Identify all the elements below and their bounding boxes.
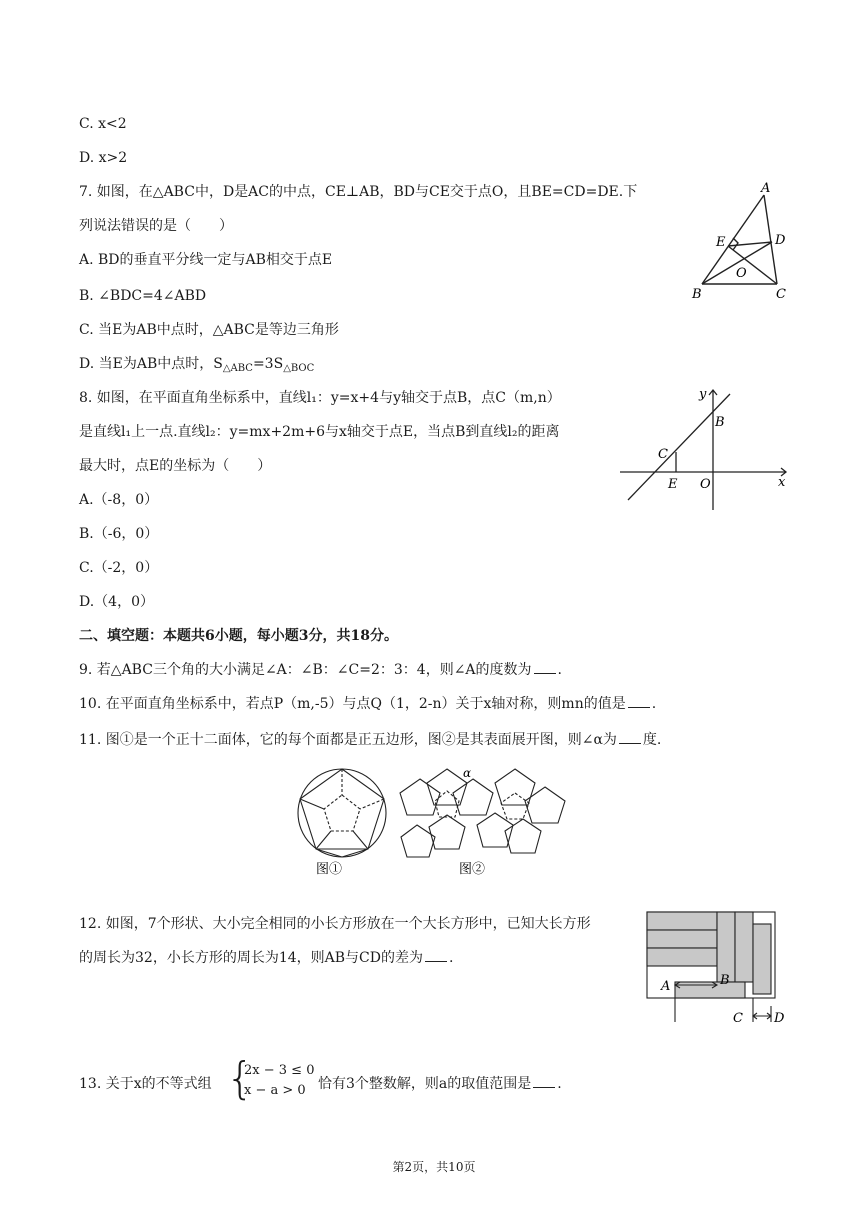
q13-inequality-system	[226, 1053, 316, 1105]
q13-suffix	[318, 1074, 562, 1094]
q6-option-c: C. x<2	[79, 116, 127, 132]
q7-label-c: C	[776, 287, 786, 302]
q10-answer-blank[interactable]	[628, 695, 650, 708]
q9-line	[79, 660, 562, 680]
q10-end: .	[651, 696, 657, 712]
q7-stem-line1: 7. 如图，在△ABC中，D是AC的中点，CE⊥AB，BD与CE交于点O，且BE=CD=DE.下	[79, 184, 638, 200]
q12-label-c: C	[733, 1011, 743, 1026]
q6-option-d: D. x>2	[79, 150, 128, 166]
q13-brace: {	[226, 1053, 254, 1104]
q11-caption-fig1: 图①	[316, 862, 343, 877]
q7-label-b: B	[692, 287, 702, 302]
q8-stem-line2: 是直线l₁上一点.直线l₂：y=mx+2m+6与x轴交于点E，当点B到直线l₂的距离	[79, 424, 560, 440]
q7-option-d-sub1: △ABC	[222, 363, 253, 374]
q7-label-d: D	[775, 233, 786, 248]
q13-inequality-2: x − a > 0	[244, 1083, 306, 1098]
q11-dodecahedron-figure	[290, 765, 395, 875]
q12-stem-line2	[79, 948, 453, 968]
q7-label-e: E	[716, 235, 726, 250]
q13-end: .	[557, 1076, 562, 1092]
q13-inequality-1: 2x − 3 ≤ 0	[244, 1063, 315, 1078]
q7-stem-line2: 列说法错误的是（ ）	[79, 218, 233, 234]
q8-label-x: x	[778, 475, 786, 490]
page-footer: 第2页，共10页	[392, 1160, 476, 1174]
q11-line	[79, 730, 661, 750]
q12-text: 的周长为32，小长方形的周长为14，则AB与CD的差为	[79, 950, 423, 966]
q12-label-a: A	[661, 979, 671, 994]
q8-label-b: B	[715, 415, 725, 430]
q11-caption-fig2: 图②	[459, 862, 486, 877]
q8-label-c: C	[658, 447, 668, 462]
q8-stem-line3: 最大时，点E的坐标为（ ）	[79, 458, 272, 474]
q11-alpha-label: α	[463, 766, 472, 780]
q7-option-c: C. 当E为AB中点时，△ABC是等边三角形	[79, 322, 339, 338]
q9-answer-blank[interactable]	[534, 661, 556, 674]
q13-answer-blank[interactable]	[533, 1075, 555, 1088]
q7-option-d-sub2: △BOC	[283, 363, 315, 374]
q7-option-b: B. ∠BDC=4∠ABD	[79, 288, 207, 304]
q12-label-d: D	[774, 1011, 785, 1026]
section2-heading: 二、填空题：本题共6小题，每小题3分，共18分。	[79, 628, 398, 644]
q10-line	[79, 694, 656, 714]
q8-label-o: O	[700, 477, 711, 492]
q13-prefix: 13. 关于x的不等式组	[79, 1076, 212, 1092]
q7-option-d-mid: =3S	[252, 356, 284, 372]
q8-coordinate-figure	[618, 382, 798, 517]
q7-option-d-text: D. 当E为AB中点时，S	[79, 356, 223, 372]
q11-net-figure	[395, 757, 580, 877]
q10-text: 10. 在平面直角坐标系中，若点P（m,-5）与点Q（1，2-n）关于x轴对称，则mn的值是	[79, 696, 626, 712]
q8-option-a: A.（-8，0）	[79, 492, 159, 508]
q12-end: .	[448, 950, 454, 966]
q8-option-b: B.（-6，0）	[79, 526, 159, 542]
q8-option-c: C.（-2，0）	[79, 560, 159, 576]
q7-option-a: A. BD的垂直平分线一定与AB相交于点E	[79, 252, 333, 268]
q12-label-b: B	[720, 973, 730, 988]
q8-label-y: y	[699, 387, 707, 402]
q11-end: 度.	[642, 732, 662, 748]
q7-label-a: A	[761, 181, 771, 196]
q11-text: 11. 图①是一个正十二面体，它的每个面都是正五边形，图②是其表面展开图，则∠α为	[79, 732, 617, 748]
q12-answer-blank[interactable]	[425, 949, 447, 962]
q9-end: .	[557, 662, 562, 678]
q9-text: 9. 若△ABC三个角的大小满足∠A：∠B：∠C=2：3：4，则∠A的度数为	[79, 662, 532, 678]
q12-stem-line1: 12. 如图，7个形状、大小完全相同的小长方形放在一个大长方形中，已知大长方形	[79, 916, 591, 932]
q8-stem-line1: 8. 如图，在平面直角坐标系中，直线l₁：y=x+4与y轴交于点B，点C（m,n）	[79, 390, 561, 406]
q12-rectangles-figure	[645, 910, 793, 1025]
q11-answer-blank[interactable]	[619, 731, 641, 744]
q7-label-o: O	[736, 266, 747, 281]
q8-label-e: E	[668, 477, 678, 492]
q7-triangle-figure	[680, 180, 800, 305]
q7-option-d	[79, 354, 314, 379]
q13-text: 恰有3个整数解，则a的取值范围是	[318, 1076, 532, 1092]
q8-option-d: D.（4，0）	[79, 594, 154, 610]
